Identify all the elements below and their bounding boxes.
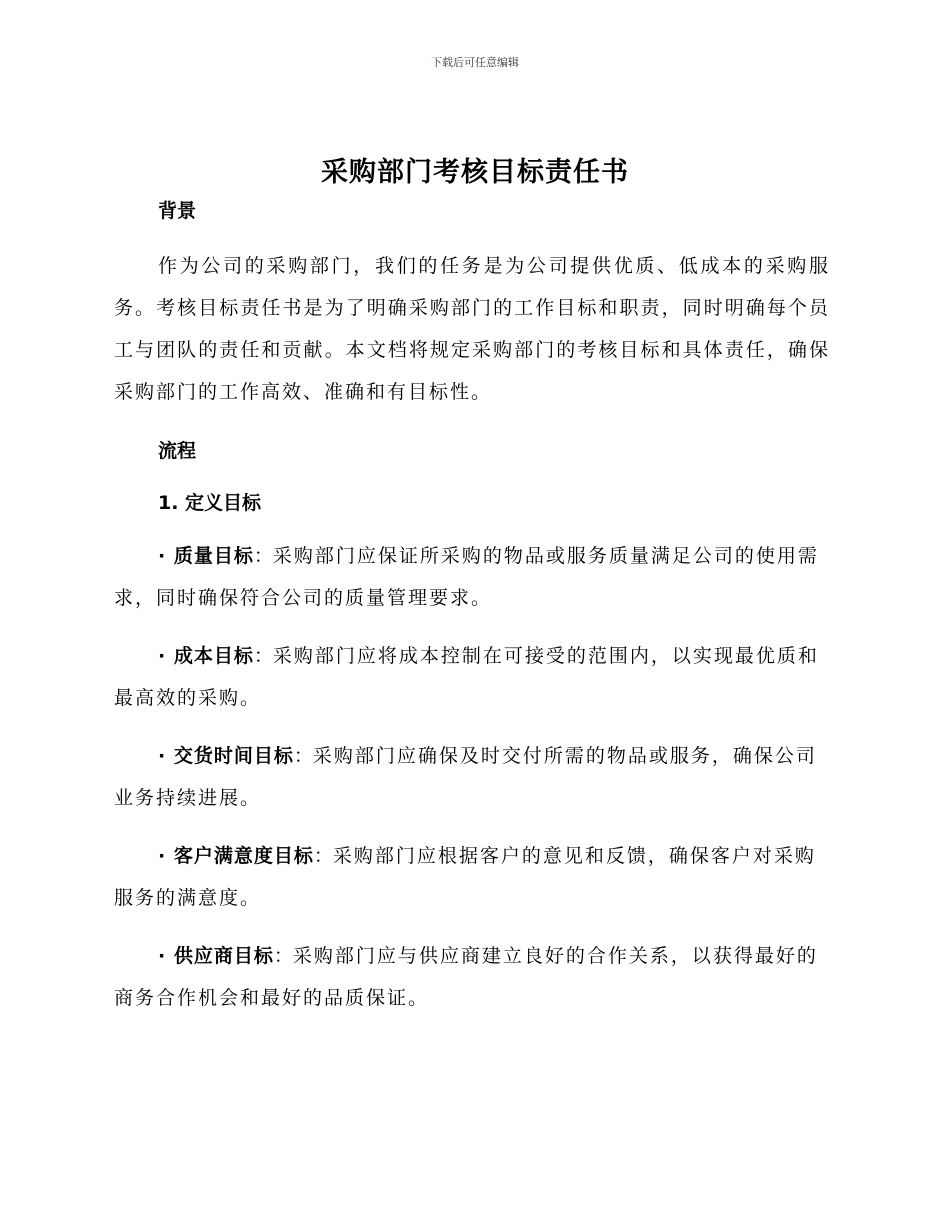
goal-item-customer-satisfaction: · 客户满意度目标：采购部门应根据客户的意见和反馈，确保客户对采购服务的满意度。 xyxy=(114,845,816,909)
goal-description: 采购部门应与供应商建立良好的合作关系，以获得最好的商务合作机会和最好的品质保证。 xyxy=(114,945,818,1009)
page-header-note: 下载后可任意编辑 xyxy=(431,56,519,69)
goal-term: · 成本目标 xyxy=(158,645,254,667)
background-paragraph: 作为公司的采购部门，我们的任务是为公司提供优质、低成本的采购服务。考核目标责任书是为了明确采购部门的工作目标和职责，同时明确每个员工与团队的责任和贡献。本文档将规定采购部门的考核目标和具体责任，确保采购部门的工作高效、准确和有目标性。 xyxy=(114,255,830,403)
subsection-heading-define-goals: 1. 定义目标 xyxy=(158,492,262,514)
document-body xyxy=(114,195,830,1019)
goal-description: 采购部门应确保及时交付所需的物品或服务，确保公司业务持续进展。 xyxy=(114,745,817,809)
goal-description: 采购部门应根据客户的意见和反馈，确保客户对采购服务的满意度。 xyxy=(114,845,816,909)
document-title: 采购部门考核目标责任书 xyxy=(321,157,629,188)
goal-item-supplier: · 供应商目标：采购部门应与供应商建立良好的合作关系，以获得最好的商务合作机会和最好的品质保证。 xyxy=(114,945,818,1009)
goal-description: 采购部门应将成本控制在可接受的范围内，以实现最优质和最高效的采购。 xyxy=(114,645,819,709)
goal-term: · 质量目标 xyxy=(158,545,254,567)
section-heading-background: 背景 xyxy=(158,200,197,222)
goal-term: · 交货时间目标 xyxy=(158,745,294,767)
goal-item-cost: · 成本目标：采购部门应将成本控制在可接受的范围内，以实现最优质和最高效的采购。 xyxy=(114,645,819,709)
goal-term: · 供应商目标 xyxy=(158,945,274,967)
goal-term: · 客户满意度目标 xyxy=(158,845,314,867)
section-heading-process: 流程 xyxy=(158,440,197,462)
goal-item-quality: · 质量目标：采购部门应保证所采购的物品或服务质量满足公司的使用需求，同时确保符合公司的质量管理要求。 xyxy=(114,545,819,609)
goal-description: 采购部门应保证所采购的物品或服务质量满足公司的使用需求，同时确保符合公司的质量管理要求。 xyxy=(114,545,819,609)
goal-item-delivery-time: · 交货时间目标：采购部门应确保及时交付所需的物品或服务，确保公司业务持续进展。 xyxy=(114,745,817,809)
